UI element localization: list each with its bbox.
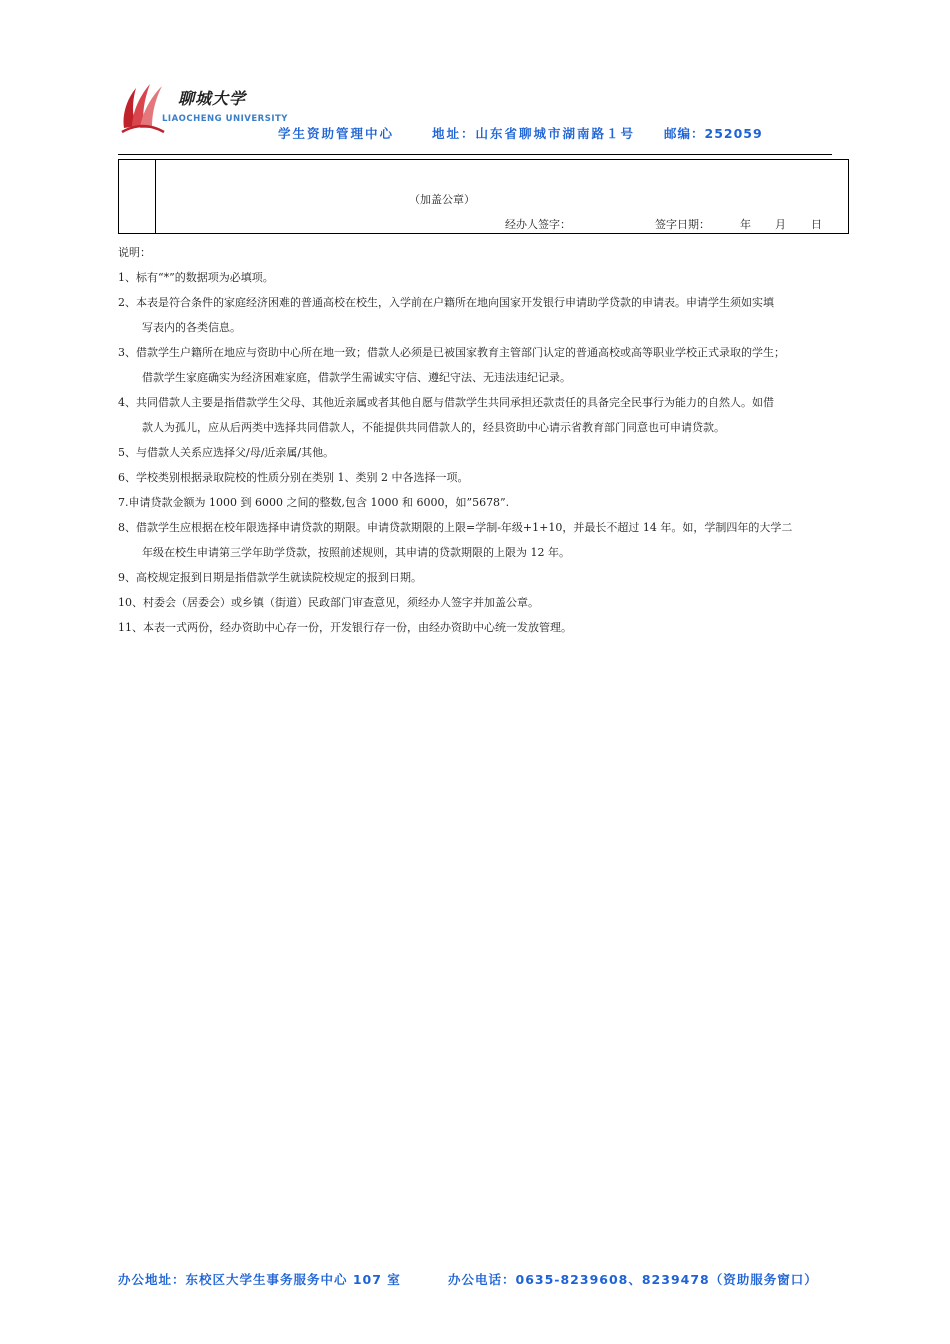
seal-label: （加盖公章）	[409, 193, 475, 206]
note-line: 5、与借款人关系应选择父/母/近亲属/其他。	[118, 446, 335, 459]
day-label: 日	[811, 218, 822, 231]
header-zip: 邮编：252059	[664, 126, 763, 141]
note-line: 10、村委会（居委会）或乡镇（街道）民政部门审查意见，须经办人签字并加盖公章。	[118, 596, 539, 609]
logo-chinese-name: 聊城大学	[178, 89, 247, 108]
header-org-name: 学生资助管理中心	[278, 126, 395, 141]
year-label: 年	[740, 218, 751, 231]
logo-english-name: LIAOCHENG UNIVERSITY	[162, 114, 288, 124]
university-logo	[118, 76, 288, 136]
note-line: 款人为孤儿，应从后两类中选择共同借款人，不能提供共同借款人的，经县资助中心请示省教育部门同意也可申请贷款。	[142, 421, 725, 434]
month-label: 月	[775, 218, 786, 231]
table-column-divider	[155, 160, 156, 233]
note-line: 写表内的各类信息。	[142, 321, 241, 334]
note-line: 9、高校规定报到日期是指借款学生就读院校规定的报到日期。	[118, 571, 422, 584]
note-line: 2、本表是符合条件的家庭经济困难的普通高校在校生，入学前在户籍所在地向国家开发银行申请助学贷款的申请表。申请学生须如实填	[118, 296, 774, 309]
header-divider	[118, 154, 832, 155]
note-line: 7.申请贷款金额为 1000 到 6000 之间的整数,包含 1000 和 6000，如”5678”.	[118, 496, 510, 509]
instructions-title: 说明：	[118, 246, 151, 259]
note-line: 11、本表一式两份，经办资助中心存一份，开发银行存一份，由经办资助中心统一发放管理。	[118, 621, 572, 634]
note-line: 4、共同借款人主要是指借款学生父母、其他近亲属或者其他自愿与借款学生共同承担还款责任的具备完全民事行为能力的自然人。如借	[118, 396, 774, 409]
header-address: 地址：山东省聊城市湖南路１号	[432, 126, 636, 141]
footer-office-phone: 办公电话：0635-8239608、8239478（资助服务窗口）	[448, 1272, 818, 1287]
book-emblem-icon	[118, 76, 174, 136]
note-line: 8、借款学生应根据在校年限选择申请贷款的期限。申请贷款期限的上限=学制-年级+1+10，并最长不超过 14 年。如，学制四年的大学二	[118, 521, 793, 534]
note-line: 借款学生家庭确实为经济困难家庭，借款学生需诚实守信、遵纪守法、无违法违纪记录。	[142, 371, 571, 384]
note-line: 6、学校类别根据录取院校的性质分别在类别 1、类别 2 中各选择一项。	[118, 471, 469, 484]
note-line: 年级在校生申请第三学年助学贷款，按照前述规则，其申请的贷款期限的上限为 12 年。	[142, 546, 570, 559]
note-line: 3、借款学生户籍所在地应与资助中心所在地一致；借款人必须是已被国家教育主管部门认定的普通高校或高等职业学校正式录取的学生；	[118, 346, 785, 359]
footer-office-address: 办公地址：东校区大学生事务服务中心 107 室	[118, 1272, 401, 1287]
instructions	[118, 240, 838, 640]
note-line: 1、标有“*”的数据项为必填项。	[118, 271, 274, 284]
sign-date-label: 签字日期：	[655, 218, 710, 231]
approval-table	[118, 159, 849, 234]
signer-label: 经办人签字：	[505, 218, 571, 231]
